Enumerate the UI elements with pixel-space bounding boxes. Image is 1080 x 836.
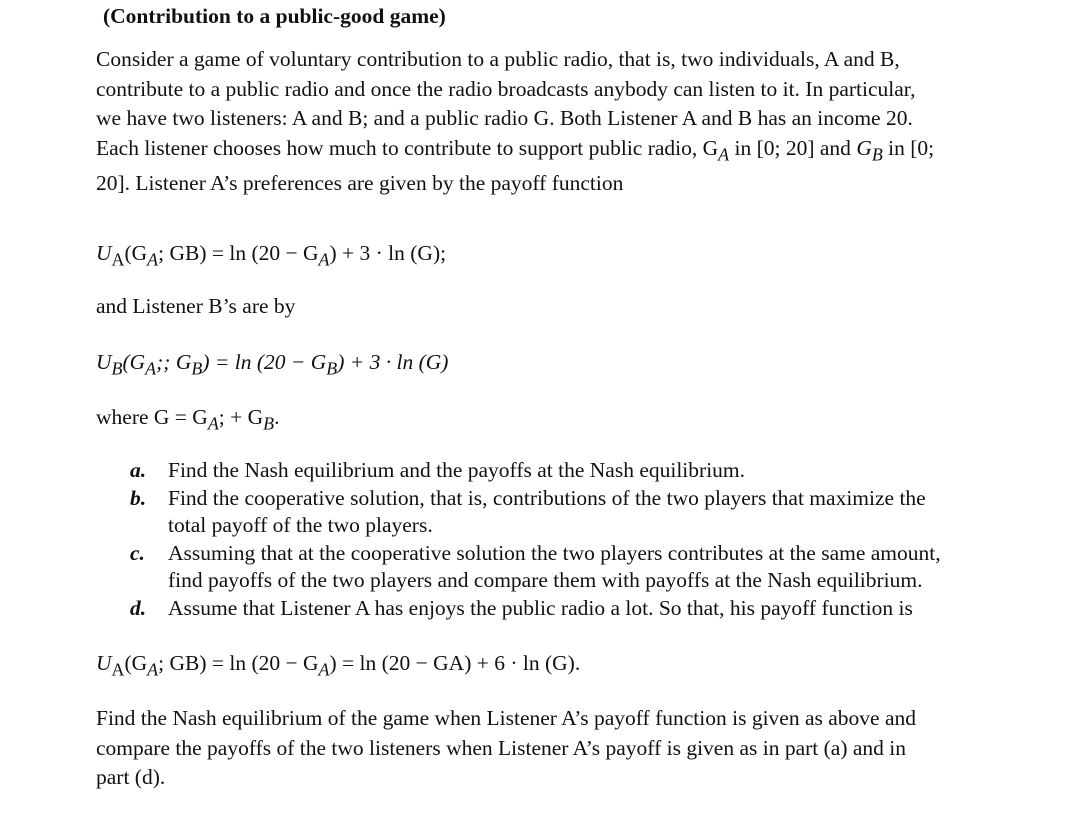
final-line: Find the Nash equilibrium of the game when Listener A’s payoff function is given as above and: [96, 706, 917, 730]
intro-paragraph: [96, 45, 1036, 199]
question-text: Assuming that at the cooperative solution the two players contributes at the same amount,: [168, 540, 941, 565]
question-text: Find the cooperative solution, that is, contributions of the two players that maximize the: [168, 485, 926, 510]
final-line: compare the payoffs of the two listeners when Listener A’s payoff is given as in part (a) and in: [96, 735, 907, 760]
intro-line-with-ranges: Each listener chooses how much to contribute to support public radio, $G_A$ in [0; 20] and $G_B$ in [0;: [96, 135, 935, 164]
question-text: Assume that Listener A has enjoys the public radio a lot. So that, his payoff function is: [168, 595, 913, 620]
question-marker: a.: [130, 458, 147, 482]
question-text: find payoffs of the two players and compare them with payoffs at the Nash equilibrium.: [168, 568, 923, 592]
final-paragraph: [96, 704, 1036, 793]
payoff-equation-b: $U_B(G_A$;; $G_B) = \ln (20 - G_B) + 3 \cdot \ln (G)$: [96, 350, 449, 379]
listener-b-intro: and Listener B’s are by: [96, 294, 296, 318]
question-list: [130, 457, 1050, 622]
total-contribution-definition: where $G = G_A$; + $G_B$.: [96, 405, 280, 434]
question-text: Find the Nash equilibrium and the payoffs at the Nash equilibrium.: [168, 458, 746, 482]
question-item-b: [130, 485, 1050, 540]
question-marker: b.: [130, 485, 147, 510]
intro-line: 20]. Listener A’s preferences are given by the payoff function: [96, 171, 624, 196]
intro-line: Consider a game of voluntary contribution to a public radio, that is, two individuals, A and B,: [96, 47, 900, 71]
problem-title: (Contribution to a public-good game): [103, 4, 446, 28]
question-text: total payoff of the two players.: [168, 513, 433, 537]
intro-line: contribute to a public radio and once the radio broadcasts anybody can listen to it. In particular,: [96, 76, 916, 101]
question-item-c: [130, 540, 1050, 595]
question-item-d: [130, 595, 1050, 623]
question-item-a: [130, 457, 1050, 485]
intro-line: we have two listeners: A and B; and a public radio G. Both Listener A and B has an income 20.: [96, 106, 913, 130]
question-marker: c.: [130, 540, 145, 565]
final-line: part (d).: [96, 765, 166, 789]
question-marker: d.: [130, 595, 147, 620]
payoff-equation-a: $U_A(G_A$; $GB) = \ln (20 - G_A) + 3 \cdot \ln (G)$;: [96, 241, 447, 270]
payoff-equation-d: $U_A(G_A$; $GB) = \ln (20 - G_A) = \ln (20 - GA) + 6 \cdot \ln (G)$.: [96, 651, 581, 680]
